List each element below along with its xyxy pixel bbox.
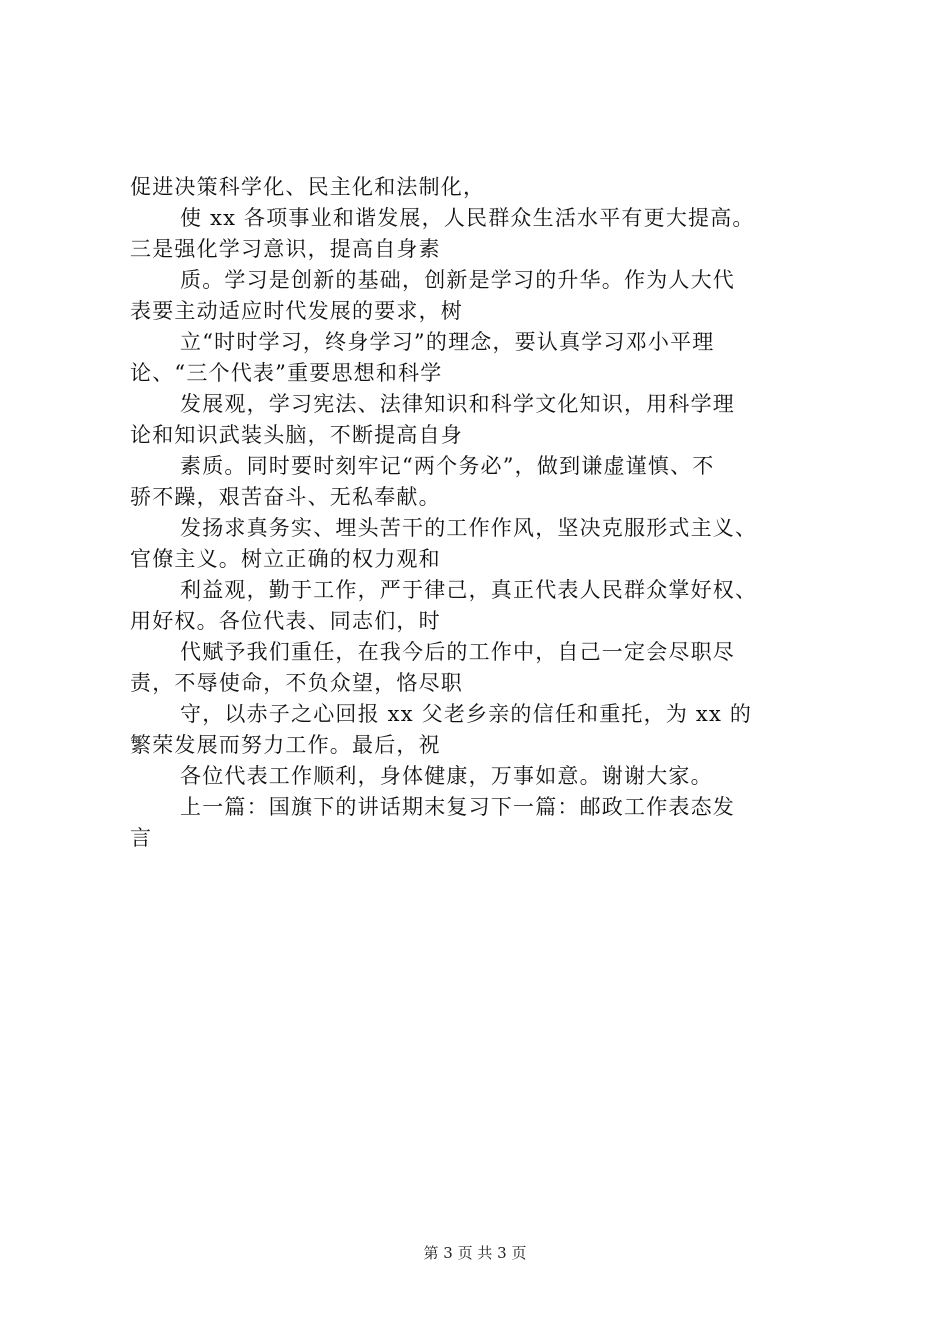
text-line-1: 促进决策科学化、民主化和法制化， — [130, 175, 486, 199]
text-line-22: 言 — [130, 826, 153, 850]
text-line-14: 利益观，勤于工作，严于律己，真正代表人民群众掌好权、 — [180, 578, 758, 602]
text-line-20: 各位代表工作顺利，身体健康，万事如意。谢谢大家。 — [180, 764, 713, 788]
text-line-18: 守，以赤子之心回报 xx 父老乡亲的信任和重托，为 xx 的 — [180, 702, 753, 726]
text-line-8: 发展观，学习宪法、法律知识和科学文化知识，用科学理 — [180, 392, 735, 416]
text-line-12: 发扬求真务实、埋头苦干的工作作风，坚决克服形式主义、 — [180, 516, 758, 540]
text-line-9: 论和知识武装头脑，不断提高自身 — [130, 423, 463, 447]
text-line-6: 立“时时学习，终身学习”的理念，要认真学习邓小平理 — [180, 330, 715, 354]
text-line-19: 繁荣发展而努力工作。最后，祝 — [130, 733, 441, 757]
text-line-4: 质。学习是创新的基础，创新是学习的升华。作为人大代 — [180, 268, 735, 292]
text-line-7: 论、“三个代表”重要思想和科学 — [130, 361, 443, 385]
text-line-15: 用好权。各位代表、同志们，时 — [130, 609, 441, 633]
text-line-2: 使 xx 各项事业和谐发展，人民群众生活水平有更大提高。 — [180, 206, 755, 230]
text-line-11: 骄不躁，艰苦奋斗、无私奉献。 — [130, 485, 441, 509]
text-line-16: 代赋予我们重任，在我今后的工作中，自己一定会尽职尽 — [180, 640, 735, 664]
prev-next-link-line[interactable]: 上一篇：国旗下的讲话期末复习下一篇：邮政工作表态发 — [180, 795, 735, 819]
text-line-17: 责，不辱使命，不负众望，恪尽职 — [130, 671, 463, 695]
text-line-13: 官僚主义。树立正确的权力观和 — [130, 547, 441, 571]
page-number-footer: 第 3 页 共 3 页 — [423, 1244, 527, 1262]
text-line-3: 三是强化学习意识，提高自身素 — [130, 237, 441, 261]
document-body — [130, 172, 840, 854]
text-line-5: 表要主动适应时代发展的要求，树 — [130, 299, 463, 323]
text-line-10: 素质。同时要时刻牢记“两个务必”，做到谦虚谨慎、不 — [180, 454, 715, 478]
